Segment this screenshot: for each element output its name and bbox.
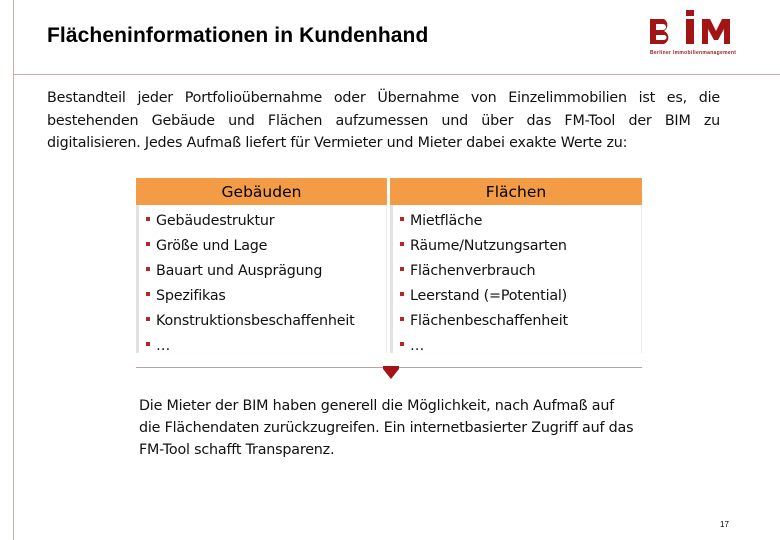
bullet-icon (146, 292, 150, 296)
list-item: Leerstand (=Potential) (400, 284, 641, 309)
list-item: Bauart und Ausprägung (146, 259, 386, 284)
list-item: Flächenbeschaffenheit (400, 309, 641, 334)
bullet-icon (146, 342, 150, 346)
list-item: Gebäudestruktur (146, 209, 386, 234)
list-item: … (400, 334, 641, 359)
bullet-icon (146, 317, 150, 321)
bullet-icon (400, 242, 404, 246)
list-item: Konstruktionsbeschaffenheit (146, 309, 386, 334)
list-item: Größe und Lage (146, 234, 386, 259)
list-item: Spezifikas (146, 284, 386, 309)
list-flaechen (393, 209, 641, 359)
column-flaechen (390, 178, 642, 353)
list-item: Flächenverbrauch (400, 259, 641, 284)
column-gebaeuden (136, 178, 387, 353)
list-item: … (146, 334, 386, 359)
column-body-flaechen (390, 205, 642, 353)
list-item: Räume/Nutzungsarten (400, 234, 641, 259)
bullet-icon (146, 267, 150, 271)
logo-tagline: Berliner Immobilienmanagement (650, 50, 737, 56)
bullet-icon (400, 267, 404, 271)
left-margin-rule (13, 0, 14, 540)
page-number: 17 (720, 520, 729, 529)
intro-paragraph: Bestandteil jeder Portfolioübernahme oder Übernahme von Einzelimmobilien ist es, die bestehenden Gebäude und Flächen aufzumessen und über das FM-Tool der BIM zu digitalisieren. Jedes Aufmaß liefert für Vermieter und Mieter dabei exakte Werte zu: (47, 90, 720, 151)
bullet-icon (400, 292, 404, 296)
bim-logo (648, 7, 737, 57)
bullet-icon (146, 217, 150, 221)
list-gebaeuden (139, 209, 386, 359)
outro-paragraph: Die Mieter der BIM haben generell die Möglichkeit, nach Aufmaß auf die Flächendaten zurückzugreifen. Ein internetbasierter Zugriff auf das FM-Tool schafft Transparenz. (139, 398, 634, 458)
bullet-icon (400, 217, 404, 221)
bullet-icon (400, 342, 404, 346)
title-divider (14, 74, 780, 75)
column-heading-flaechen: Flächen (390, 178, 642, 205)
page-title: Flächeninformationen in Kundenhand (47, 24, 429, 47)
column-body-gebaeuden (136, 205, 387, 353)
down-arrow-icon (383, 369, 399, 379)
bim-logo-mark (648, 7, 732, 49)
bullet-icon (400, 317, 404, 321)
list-item: Mietfläche (400, 209, 641, 234)
bullet-icon (146, 242, 150, 246)
column-heading-gebaeuden: Gebäuden (136, 178, 387, 205)
